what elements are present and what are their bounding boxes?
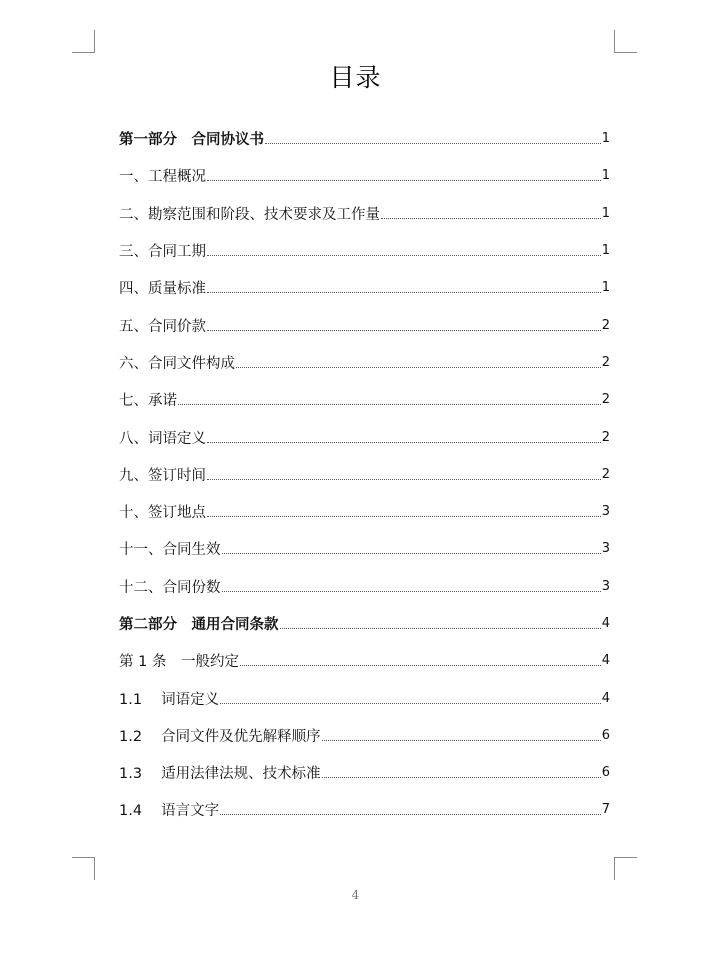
toc-entry[interactable]: [119, 493, 610, 530]
toc-entry-page: 2: [601, 466, 610, 482]
toc-entry[interactable]: [119, 232, 610, 269]
toc-dot-leader: [381, 218, 601, 219]
toc-entry-label: 1.4 语言文字: [119, 803, 220, 820]
toc-entry-page: 1: [601, 131, 610, 147]
toc-entry-label: 二、勘察范围和阶段、技术要求及工作量: [119, 206, 380, 223]
toc-dot-leader: [207, 292, 601, 293]
toc-dot-leader: [207, 180, 601, 181]
toc-dot-leader: [322, 777, 601, 778]
toc-entry-page: 4: [601, 653, 610, 669]
toc-entry-page: 3: [601, 578, 610, 594]
page-number: 4: [351, 888, 360, 902]
toc-dot-leader: [207, 516, 601, 517]
toc-entry-page: 1: [601, 243, 610, 259]
toc-entry-page: 2: [601, 429, 610, 445]
toc-entry[interactable]: [119, 568, 610, 605]
toc-entry[interactable]: [119, 679, 610, 716]
toc-dot-leader: [207, 255, 601, 256]
toc-entry-label: 第二部分 通用合同条款: [119, 617, 279, 633]
toc-entry-label: 第 1 条 一般约定: [119, 654, 239, 671]
toc-dot-leader: [322, 740, 601, 741]
toc-dot-leader: [222, 591, 601, 592]
toc-entry-page: 2: [601, 317, 610, 333]
toc-entry-label: 一、工程概况: [119, 169, 206, 186]
page-title: 目录: [329, 63, 382, 92]
table-of-contents: [119, 120, 610, 829]
toc-entry-page: 2: [601, 392, 610, 408]
toc-entry-page: 4: [601, 690, 610, 706]
toc-entry-page: 4: [601, 616, 610, 631]
toc-entry[interactable]: [119, 269, 610, 306]
toc-dot-leader: [220, 703, 601, 704]
toc-entry-page: 6: [601, 765, 610, 781]
toc-entry-label: 三、合同工期: [119, 244, 206, 261]
toc-entry[interactable]: [119, 530, 610, 567]
toc-entry[interactable]: [119, 791, 610, 828]
toc-entry-label: 九、签订时间: [119, 467, 206, 484]
toc-dot-leader: [207, 479, 601, 480]
toc-entry[interactable]: [119, 344, 610, 381]
toc-entry-label: 十一、合同生效: [119, 542, 221, 559]
toc-entry-page: 1: [601, 168, 610, 184]
toc-entry-page: 1: [601, 280, 610, 296]
toc-entry-label: 十、签订地点: [119, 505, 206, 522]
toc-dot-leader: [207, 442, 601, 443]
toc-entry-label: 四、质量标准: [119, 281, 206, 298]
toc-entry[interactable]: [119, 456, 610, 493]
toc-dot-leader: [220, 814, 601, 815]
toc-dot-leader: [207, 330, 601, 331]
toc-dot-leader: [265, 143, 601, 144]
toc-entry[interactable]: [119, 717, 610, 754]
crop-mark-top-right: [614, 30, 637, 53]
toc-dot-leader: [222, 553, 601, 554]
toc-entry-page: 7: [601, 802, 610, 818]
toc-dot-leader: [280, 628, 601, 629]
toc-entry-page: 2: [601, 354, 610, 370]
toc-entry[interactable]: [119, 754, 610, 791]
toc-entry-label: 1.1 词语定义: [119, 691, 220, 708]
toc-dot-leader: [240, 665, 601, 666]
toc-entry-label: 1.2 合同文件及优先解释顺序: [119, 728, 321, 745]
toc-entry-label: 1.3 适用法律法规、技术标准: [119, 766, 321, 783]
toc-entry-page: 6: [601, 727, 610, 743]
toc-dot-leader: [178, 404, 601, 405]
toc-entry[interactable]: [119, 120, 610, 157]
toc-entry-label: 第一部分 合同协议书: [119, 132, 264, 149]
toc-entry-label: 六、合同文件构成: [119, 355, 235, 372]
crop-mark-top-left: [72, 30, 95, 53]
toc-dot-leader: [236, 367, 601, 368]
crop-mark-bottom-right: [614, 857, 637, 880]
crop-mark-bottom-left: [72, 857, 95, 880]
toc-entry[interactable]: [119, 306, 610, 343]
toc-entry-label: 七、承诺: [119, 393, 177, 410]
toc-entry[interactable]: [119, 418, 610, 455]
toc-entry-label: 五、合同价款: [119, 318, 206, 335]
toc-entry[interactable]: [119, 381, 610, 418]
toc-entry-page: 1: [601, 205, 610, 221]
toc-entry[interactable]: [119, 195, 610, 232]
toc-entry-page: 3: [601, 504, 610, 520]
toc-entry[interactable]: [119, 605, 610, 642]
toc-entry-page: 3: [601, 541, 610, 557]
toc-entry[interactable]: [119, 642, 610, 679]
toc-entry[interactable]: [119, 157, 610, 194]
toc-entry-label: 十二、合同份数: [119, 579, 221, 596]
toc-entry-label: 八、词语定义: [119, 430, 206, 447]
